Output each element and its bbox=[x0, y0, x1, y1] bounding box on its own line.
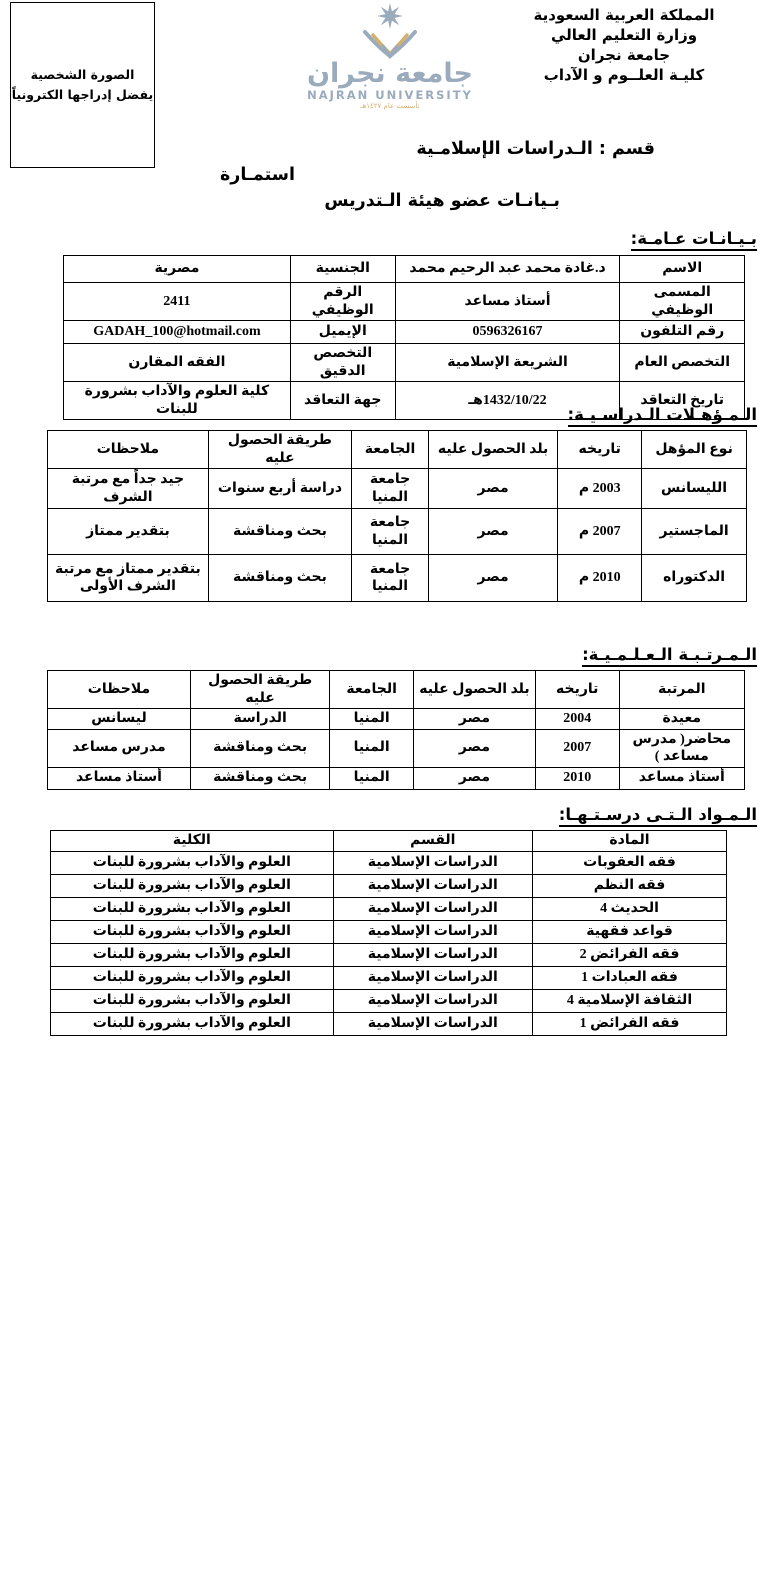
table-row bbox=[51, 851, 727, 874]
table-cell: بحث ومناقشة bbox=[208, 509, 351, 555]
table-cell: مصر bbox=[413, 729, 535, 767]
table-cell: الثقافة الإسلامية 4 bbox=[533, 989, 727, 1012]
header-row bbox=[48, 671, 745, 709]
table-row bbox=[48, 469, 747, 509]
table-cell: جامعة المنيا bbox=[352, 509, 429, 555]
table-cell: 2003 م bbox=[558, 469, 642, 509]
table-cell: العلوم والآداب بشرورة للبنات bbox=[51, 966, 334, 989]
table-cell: فقه العبادات 1 bbox=[533, 966, 727, 989]
table-cell: بحث ومناقشة bbox=[190, 729, 329, 767]
table-cell: بحث ومناقشة bbox=[208, 555, 351, 602]
government-header bbox=[480, 5, 768, 85]
column-header: الجامعة bbox=[330, 671, 414, 709]
table-cell: العلوم والآداب بشرورة للبنات bbox=[51, 1012, 334, 1035]
table-cell: الدراسات الإسلامية bbox=[333, 874, 532, 897]
table-cell: الدراسات الإسلامية bbox=[333, 989, 532, 1012]
column-header: بلد الحصول عليه bbox=[428, 431, 557, 469]
table-row bbox=[51, 874, 727, 897]
section-heading-general: بـيـانـات عـامـة: bbox=[631, 229, 757, 251]
table-cell: مصر bbox=[413, 709, 535, 730]
table-cell: جامعة المنيا bbox=[352, 469, 429, 509]
column-header: طريقة الحصول عليه bbox=[208, 431, 351, 469]
table-cell: مدرس مساعد bbox=[48, 729, 191, 767]
table-cell: 2004 bbox=[535, 709, 619, 730]
column-header: الكلية bbox=[51, 831, 334, 852]
table-row bbox=[48, 709, 745, 730]
table-cell: جهة التعاقد bbox=[290, 382, 395, 420]
table-cell: فقه النظم bbox=[533, 874, 727, 897]
table-cell: 2010 م bbox=[558, 555, 642, 602]
table-cell: بحث ومناقشة bbox=[190, 767, 329, 789]
table-cell: الدراسة bbox=[190, 709, 329, 730]
table-cell: مصرية bbox=[64, 256, 291, 283]
table-cell: العلوم والآداب بشرورة للبنات bbox=[51, 874, 334, 897]
table-cell: كلية العلوم والآداب بشرورة للبنات bbox=[64, 382, 291, 420]
table-cell: الليسانس bbox=[642, 469, 747, 509]
table-cell: 1432/10/22هـ bbox=[395, 382, 620, 420]
table-cell: الدراسات الإسلامية bbox=[333, 851, 532, 874]
column-header: ملاحظات bbox=[48, 431, 209, 469]
logo-name-english: NAJRAN UNIVERSITY bbox=[307, 88, 473, 102]
table-cell: مصر bbox=[428, 555, 557, 602]
table-cell: GADAH_100@hotmail.com bbox=[64, 321, 291, 344]
table-row bbox=[51, 989, 727, 1012]
table-cell: 2411 bbox=[64, 283, 291, 321]
table-cell: قواعد فقهية bbox=[533, 920, 727, 943]
section-heading-qualifications: الـمـؤهـلات الـدراسـيـة: bbox=[568, 405, 758, 427]
table-cell: المنيا bbox=[330, 729, 414, 767]
table-cell: بتقدير ممتاز bbox=[48, 509, 209, 555]
table-cell: الماجستير bbox=[642, 509, 747, 555]
table-cell: العلوم والآداب بشرورة للبنات bbox=[51, 989, 334, 1012]
table-cell: مصر bbox=[428, 469, 557, 509]
table-row bbox=[64, 344, 745, 382]
table-row bbox=[51, 1012, 727, 1035]
column-header: المرتبة bbox=[619, 671, 744, 709]
table-row bbox=[64, 321, 745, 344]
table-cell: مصر bbox=[413, 767, 535, 789]
logo-name-arabic: جامعة نجران bbox=[306, 58, 474, 89]
gov-line-ministry: وزارة التعليم العالي bbox=[550, 26, 698, 44]
table-cell: فقه الفرائض 1 bbox=[533, 1012, 727, 1035]
logo-founding-text: تأسست عام ١٤٢٧هـ bbox=[360, 102, 420, 110]
table-row bbox=[51, 943, 727, 966]
form-title-word: استمـارة bbox=[219, 165, 295, 185]
table-cell: الدراسات الإسلامية bbox=[333, 920, 532, 943]
gov-line-college: كليـة العلــوم و الآداب bbox=[543, 66, 705, 84]
gov-line-country: المملكة العربية السعودية bbox=[533, 6, 715, 24]
table-cell: فقه الفرائض 2 bbox=[533, 943, 727, 966]
table-cell: مصر bbox=[428, 509, 557, 555]
gov-line-university: جامعة نجران bbox=[577, 46, 671, 64]
table-cell: المنيا bbox=[330, 709, 414, 730]
header-row bbox=[51, 831, 727, 852]
table-cell: الجنسية bbox=[290, 256, 395, 283]
general-info-table bbox=[63, 255, 745, 420]
table-cell: تاريخ التعاقد bbox=[620, 382, 745, 420]
table-cell: ليسانس bbox=[48, 709, 191, 730]
section-heading-courses: الـمـواد الـتـى درسـتـهـا: bbox=[559, 805, 757, 827]
table-cell: 0596326167 bbox=[395, 321, 620, 344]
table-cell: 2007 م bbox=[558, 509, 642, 555]
table-cell: جامعة المنيا bbox=[352, 555, 429, 602]
university-logo bbox=[302, 2, 478, 111]
table-row bbox=[48, 767, 745, 789]
photo-box-line1: الصورة الشخصية bbox=[30, 67, 135, 82]
table-row bbox=[48, 729, 745, 767]
table-cell: أستاذ مساعد bbox=[395, 283, 620, 321]
column-header: الجامعة bbox=[352, 431, 429, 469]
form-title-subject: بـيانـات عضو هيئة الـتدريس bbox=[324, 191, 560, 211]
section-heading-rank: الـمـرتـبـة الـعـلـمـيـة: bbox=[582, 645, 757, 667]
table-cell: الشريعة الإسلامية bbox=[395, 344, 620, 382]
table-cell: د.غادة محمد عبد الرحيم محمد bbox=[395, 256, 620, 283]
column-header: تاريخه bbox=[535, 671, 619, 709]
table-cell: فقه العقوبات bbox=[533, 851, 727, 874]
table-cell: بتقدير ممتاز مع مرتبة الشرف الأولى bbox=[48, 555, 209, 602]
table-cell: الاسم bbox=[620, 256, 745, 283]
table-cell: رقم التلفون bbox=[620, 321, 745, 344]
column-header: بلد الحصول عليه bbox=[413, 671, 535, 709]
table-cell: الدراسات الإسلامية bbox=[333, 943, 532, 966]
table-cell: دراسة أربع سنوات bbox=[208, 469, 351, 509]
table-cell: العلوم والآداب بشرورة للبنات bbox=[51, 851, 334, 874]
column-header: نوع المؤهل bbox=[642, 431, 747, 469]
column-header: القسم bbox=[333, 831, 532, 852]
table-row bbox=[51, 897, 727, 920]
logo-star-icon bbox=[377, 3, 403, 29]
table-cell: الحديث 4 bbox=[533, 897, 727, 920]
column-header: ملاحظات bbox=[48, 671, 191, 709]
table-cell: التخصص العام bbox=[620, 344, 745, 382]
table-row bbox=[48, 555, 747, 602]
department-title: قسم : الـدراسات الإسلامـية bbox=[416, 139, 655, 159]
table-cell: الدراسات الإسلامية bbox=[333, 966, 532, 989]
column-header: تاريخه bbox=[558, 431, 642, 469]
rank-table bbox=[47, 670, 745, 790]
logo-emblem-icon bbox=[325, 2, 455, 60]
table-cell: الفقه المقارن bbox=[64, 344, 291, 382]
table-cell: 2010 bbox=[535, 767, 619, 789]
table-cell: جيد جداً مع مرتبة الشرف bbox=[48, 469, 209, 509]
table-cell: الدراسات الإسلامية bbox=[333, 897, 532, 920]
table-row bbox=[64, 283, 745, 321]
table-cell: المسمى الوظيفي bbox=[620, 283, 745, 321]
qualifications-table bbox=[47, 430, 747, 602]
table-cell: معيدة bbox=[619, 709, 744, 730]
photo-placeholder-box bbox=[10, 2, 155, 168]
table-row bbox=[51, 966, 727, 989]
table-cell: أستاذ مساعد bbox=[48, 767, 191, 789]
table-cell: أستاذ مساعد bbox=[619, 767, 744, 789]
table-cell: العلوم والآداب بشرورة للبنات bbox=[51, 897, 334, 920]
courses-table bbox=[50, 830, 727, 1036]
column-header: المادة bbox=[533, 831, 727, 852]
table-cell: محاضر( مدرس مساعد ) bbox=[619, 729, 744, 767]
column-header: طريقة الحصول عليه bbox=[190, 671, 329, 709]
table-cell: الدراسات الإسلامية bbox=[333, 1012, 532, 1035]
table-cell: الرقم الوظيفي bbox=[290, 283, 395, 321]
table-cell: الإيميل bbox=[290, 321, 395, 344]
table-row bbox=[48, 509, 747, 555]
table-cell: 2007 bbox=[535, 729, 619, 767]
table-cell: العلوم والآداب بشرورة للبنات bbox=[51, 920, 334, 943]
photo-box-line2: يفضل إدراجها الكترونياً bbox=[11, 87, 154, 102]
header-row bbox=[48, 431, 747, 469]
table-cell: الدكتوراه bbox=[642, 555, 747, 602]
table-row bbox=[64, 256, 745, 283]
table-cell: المنيا bbox=[330, 767, 414, 789]
table-cell: العلوم والآداب بشرورة للبنات bbox=[51, 943, 334, 966]
logo-fronds-icon bbox=[365, 32, 415, 57]
table-row bbox=[51, 920, 727, 943]
table-cell: التخصص الدقيق bbox=[290, 344, 395, 382]
